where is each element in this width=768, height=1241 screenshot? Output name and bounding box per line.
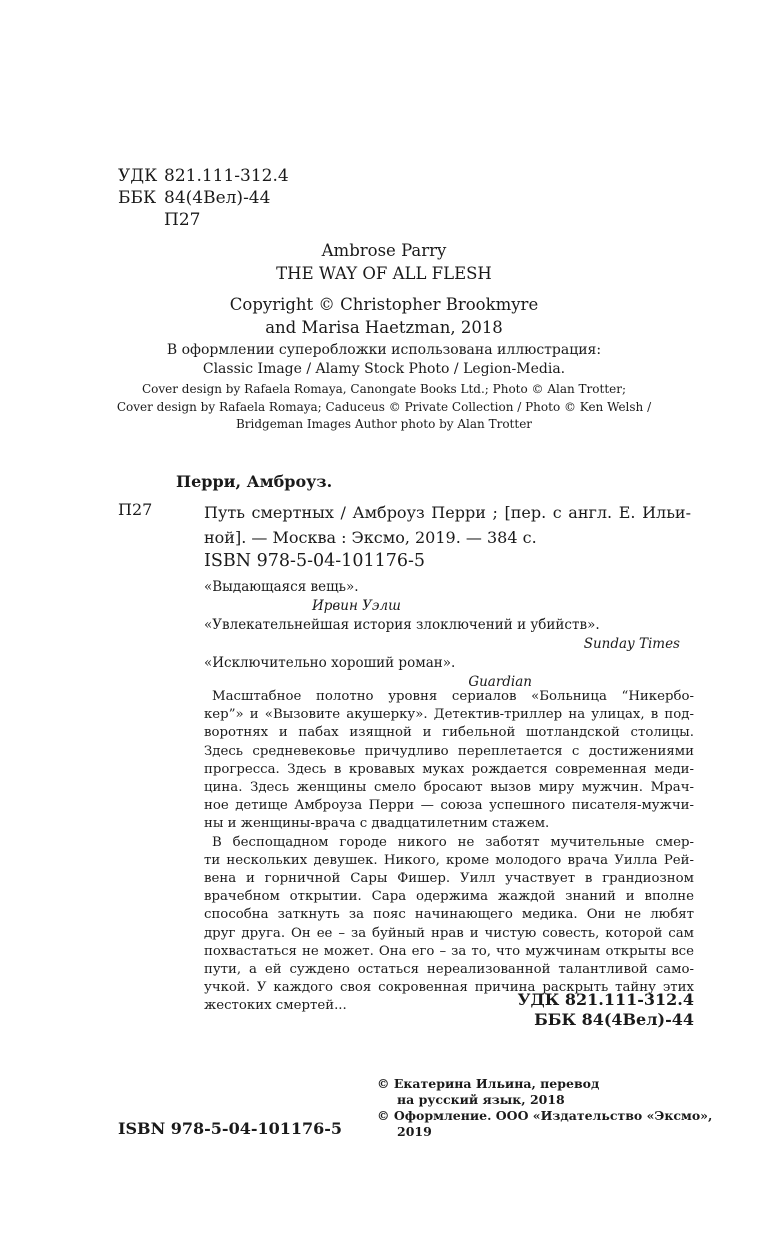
- bib-line: ной]. — Москва : Эксмо, 2019. — 384 с.: [204, 528, 537, 547]
- bbk-label: ББК: [118, 188, 157, 208]
- annotation-line: друг друга. Он ее – за буйный нрав и чистую совесть, которой сам: [204, 925, 694, 941]
- record-mark: П27: [118, 500, 153, 519]
- copyright-line: 2019: [397, 1124, 432, 1139]
- footer-isbn: ISBN 978-5-04-101176-5: [118, 1119, 343, 1138]
- original-title: THE WAY OF ALL FLESH: [276, 263, 492, 283]
- original-copyright-line: and Marisa Haetzman, 2018: [265, 317, 503, 337]
- annotation-line: ти нескольких девушек. Никого, кроме молодого врача Уилла Рей-: [204, 852, 694, 868]
- annotation-line: кер”» и «Вызовите акушерку». Детектив-триллер на улицах, в под-: [204, 707, 694, 723]
- annotation-line: пути, а ей суждено остаться нереализованной талантливой само-: [204, 962, 694, 978]
- copyright-line: © Оформление. ООО «Издательство «Эксмо»,: [377, 1108, 713, 1123]
- annotation-line: В беспощадном городе никого не заботят мучительные смер-: [212, 834, 694, 850]
- cover-credits-ru: [0, 341, 768, 379]
- udk-label: УДК: [118, 166, 158, 186]
- bibliographic-description: [204, 500, 691, 550]
- annotation-line: врачебном открытии. Сара одержима жаждой знаний и вполне: [204, 889, 694, 905]
- annotation-line: цина. Здесь женщины смело бросают вызов миру мужчин. Мрач-: [204, 780, 694, 796]
- cover-credit-line: Cover design by Rafaela Romaya; Caduceus © Private Collection / Photo © Ken Welsh /: [116, 399, 652, 414]
- annotation-line: вена и горничной Сары Фишер. Уилл участвует в грандиозном: [204, 871, 694, 887]
- footer-bbk: ББК 84(4Вел)-44: [534, 1010, 694, 1029]
- annotation-line: ны и женщины-врача с двадцатилетним стажем.: [204, 816, 550, 832]
- udk-value: 821.111-312.4: [164, 166, 289, 186]
- bib-line: Путь смертных / Амброуз Перри ; [пер. с англ. Е. Ильи-: [204, 503, 691, 522]
- original-edition-info: [0, 240, 768, 339]
- quote-text: «Увлекательнейшая история злоключений и убийств».: [204, 617, 600, 633]
- annotation-line: Масштабное полотно уровня сериалов «Больница “Никербо-: [212, 689, 694, 704]
- record-author-heading: Перри, Амброуз.: [176, 472, 333, 491]
- quote-source: Ирвин Уэлш: [312, 598, 401, 614]
- original-copyright-line: Copyright © Christopher Brookmyre: [229, 295, 539, 314]
- annotation-line: прогресса. Здесь в кровавых муках рождается современная меди-: [204, 761, 694, 777]
- review-quotes: [204, 578, 680, 692]
- copyright-line: © Екатерина Ильина, перевод: [377, 1076, 600, 1091]
- quote-source: Sunday Times: [583, 636, 680, 652]
- annotation-text: [204, 688, 694, 1016]
- annotation-line: способна заткнуть за пояс начинающего медика. Они не любят: [204, 907, 694, 923]
- footer-classification: [514, 990, 694, 1030]
- cover-credit-line: В оформлении суперобложки использована иллюстрация:: [166, 342, 602, 358]
- copyright-line: на русский язык, 2018: [397, 1092, 565, 1107]
- quote-text: «Исключительно хороший роман».: [204, 655, 456, 671]
- quote-text: «Выдающаяся вещь».: [204, 579, 359, 595]
- cover-credits-en: [0, 381, 768, 434]
- annotation-line: воротнях и пабах изящной и гибельной шотландской столицы.: [204, 725, 694, 741]
- original-author: Ambrose Parry: [321, 241, 447, 260]
- footer-copyright: [377, 1076, 712, 1140]
- quote-source: Guardian: [468, 674, 532, 690]
- record-isbn: ISBN 978-5-04-101176-5: [204, 551, 426, 571]
- cover-credit-line: Classic Image / Alamy Stock Photo / Legion-Media.: [202, 361, 566, 377]
- bbk-value: 84(4Вел)-44: [164, 188, 271, 208]
- annotation-line: жестоких смертей...: [204, 998, 347, 1014]
- annotation-line: учкой. У каждого своя сокровенная причина раскрыть тайну этих: [204, 980, 694, 996]
- classification-block: [118, 165, 289, 231]
- cover-credit-line: Cover design by Rafaela Romaya, Canongate Books Ltd.; Photo © Alan Trotter;: [141, 382, 627, 396]
- cover-credit-line: Bridgeman Images Author photo by Alan Trotter: [235, 417, 533, 431]
- footer-udk: УДК 821.111-312.4: [517, 990, 694, 1009]
- annotation-line: похвастаться не может. Она его – за то, что мужчинам открыты все: [204, 943, 694, 959]
- annotation-line: ное детище Амброуза Перри — союза успешного писателя-мужчи-: [204, 798, 694, 814]
- annotation-line: Здесь средневековье причудливо переплетается с достижениями: [204, 743, 694, 759]
- author-mark: П27: [164, 210, 201, 230]
